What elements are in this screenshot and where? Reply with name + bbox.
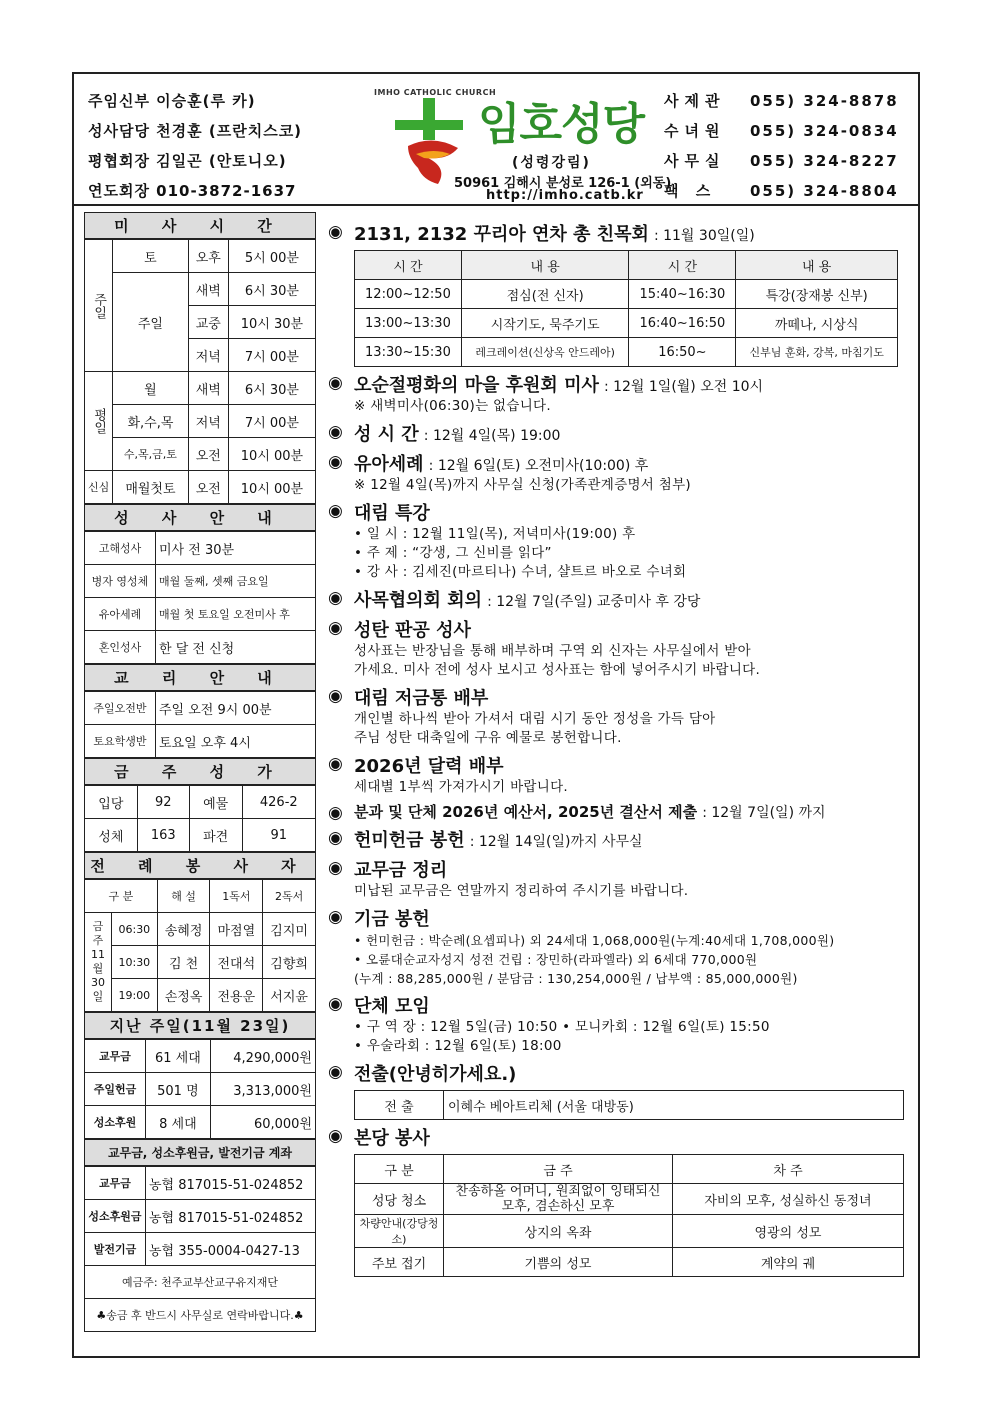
church-url[interactable]: http://imho.catb.kr bbox=[486, 188, 644, 203]
bullet-icon: ◉ bbox=[328, 994, 343, 1014]
church-address: 50961 김해시 분성로 126-1 (외동) bbox=[454, 176, 672, 191]
reunion-item: ◉ 2131, 2132 꾸리아 연차 총 친목회 : 11월 30일(일) 시 간 내 용 시 간 내 용 12:00~12:50 점심(전 신자) 15:40~16:30 특강(장재봉 신부) 13:00~13:30 시작기도, 묵주기도 16:40~16:50 까떼나, 시상식 13:30~15:30 레크레이션(신상옥 안드레아) 16:50~ 신부님 훈화, 강복, 마침기도 bbox=[328, 220, 910, 367]
transfer-table: 전 출 이혜수 베아트리체 (서울 대방동) bbox=[354, 1090, 904, 1120]
bullet-icon: ◉ bbox=[328, 618, 343, 638]
bullet-icon: ◉ bbox=[328, 1126, 343, 1146]
doctrine-table: 주일오전반 주일 오전 9시 00분 토요학생반 토요일 오후 4시 bbox=[84, 691, 316, 758]
bullet-icon: ◉ bbox=[328, 803, 343, 823]
bullet-icon: ◉ bbox=[328, 1062, 343, 1082]
group-meeting-item: ◉ 단체 모임 • 구 역 장 : 12월 5일(금) 10:50 • 모니카회 : 12월 6일(토) 15:50 • 우술라회 : 12월 6일(토) 18:00 bbox=[328, 994, 770, 1054]
mass-times-table: 주일 토 오후 5시 00분 주일 새벽 6시 30분 교중 10시 30분 저녁 7시 00분 평일 월 새벽 6시 30분 화,수,목 저녁 7시 00분 수,목,금,토 오전 10시 00분 신심 매월첫토 오전 10시 00분 bbox=[84, 239, 316, 504]
peace-village-item: ◉ 오순절평화의 마을 후원회 미사 : 12월 1일(월) 오전 10시 ※ 새벽미사(06:30)는 없습니다. bbox=[328, 373, 764, 414]
budget-item: ◉ 분과 및 단체 2026년 예산서, 2025년 결산서 제출 : 12월 7일(일) 까지 bbox=[328, 803, 826, 823]
infant-baptism-item: ◉ 유아세례 : 12월 6일(토) 오전미사(10:00) 후 ※ 12월 4일(목)까지 사무실 신청(가족관계증명서 첨부) bbox=[328, 452, 691, 493]
holy-hour-item: ◉ 성 시 간 : 12월 4일(목) 19:00 bbox=[328, 422, 561, 445]
clergy-line: 성사담당 천경훈 (프란치스코) bbox=[88, 122, 303, 140]
announcements bbox=[328, 220, 910, 1281]
sacrament-title: 성 사 안 내 bbox=[84, 504, 316, 531]
reunion-table: 시 간 내 용 시 간 내 용 12:00~12:50 점심(전 신자) 15:40~16:30 특강(장재봉 신부) 13:00~13:30 시작기도, 묵주기도 16:40~16:50 까떼나, 시상식 13:30~15:30 레크레이션(신상옥 안드레아) 16:50~ 신부님 훈화, 강복, 마침기도 bbox=[354, 250, 898, 367]
clergy-line: 주임신부 이승훈(루 카) bbox=[88, 92, 256, 110]
advent-lecture-item: ◉ 대림 특강 • 일 시 : 12월 11일(목), 저녁미사(19:00) 후 • 주 제 : “강생, 그 신비를 읽다” • 강 사 : 김세진(마르티나) 수녀, 샬트르 바오로 수녀회 bbox=[328, 501, 687, 580]
service-table: 구 분 해 설 1독서 2독서 금주 11월 30일 06:30 송혜정 마점열 김지미 10:30 김 천 전대석 김향희 19:00 손정옥 전용운 서지윤 bbox=[84, 879, 316, 1012]
bullet-icon: ◉ bbox=[328, 686, 343, 706]
bullet-icon: ◉ bbox=[328, 501, 343, 521]
doctrine-title: 교 리 안 내 bbox=[84, 664, 316, 691]
fund-item: ◉ 기금 봉헌 • 헌미헌금 : 박순례(요셉피나) 외 24세대 1,068,000원(누계:40세대 1,708,000원) • 오륜대순교자성지 성전 건립 : 장민하(라파엘라) 외 6세대 770,000원 (누계 : 88,285,000원 / 분담금 : 130,254,000원 / 납부액 : 85,000,000원) bbox=[328, 907, 835, 986]
bullet-icon: ◉ bbox=[328, 422, 343, 442]
service-title: 전 례 봉 사 자 bbox=[84, 852, 316, 879]
contact-row: 사제관 055) 324-8878 bbox=[664, 92, 899, 110]
bullet-icon: ◉ bbox=[328, 452, 343, 472]
account-title: 교무금, 성소후원금, 발전기금 계좌 bbox=[84, 1139, 316, 1166]
mass-times-title: 미 사 시 간 bbox=[84, 212, 316, 239]
last-week-table: 교무금 61 세대 4,290,000원 주일헌금 501 명 3,313,000원 성소후원 8 세대 60,000원 bbox=[84, 1039, 316, 1139]
clergy-line: 연도회장 010-3872-1637 bbox=[88, 182, 297, 200]
bullet-icon: ◉ bbox=[328, 373, 343, 393]
contact-row: 팩 스 055) 324-8804 bbox=[664, 182, 899, 200]
transfer-item: ◉ 전출(안녕히가세요.) 전 출 이혜수 베아트리체 (서울 대방동) bbox=[328, 1060, 910, 1120]
contact-row: 사무실 055) 324-8227 bbox=[664, 152, 899, 170]
clergy-list bbox=[88, 86, 358, 206]
hymn-table: 입당 92 예물 426-2 성체 163 파견 91 bbox=[84, 785, 316, 852]
rice-offering-item: ◉ 헌미헌금 봉헌 : 12월 14일(일)까지 사무실 bbox=[328, 828, 643, 851]
calendar-item: ◉ 2026년 달력 배부 세대별 1부씩 가져가시기 바랍니다. bbox=[328, 754, 569, 795]
pastoral-council-item: ◉ 사목협의회 회의 : 12월 7일(주일) 교중미사 후 강당 bbox=[328, 588, 701, 611]
clergy-line: 평협회장 김일곤 (안토니오) bbox=[88, 152, 287, 170]
parish-service-table: 구 분 금 주 차 주 성당 청소 찬송하올 어머니, 원죄없이 잉태되신 모후, 겸손하신 모후 자비의 모후, 성실하신 동정녀 차량안내(강당청소) 상지의 옥좌 영광의 성모 주보 접기 기쁨의 성모 계약의 궤 bbox=[354, 1154, 904, 1277]
sacrament-table: 고해성사 미사 전 30분 병자 영성체 매월 둘째, 셋째 금요일 유아세례 매월 첫 토요일 오전미사 후 혼인성사 한 달 전 신청 bbox=[84, 531, 316, 664]
contact-list bbox=[664, 86, 914, 206]
bullet-icon: ◉ bbox=[328, 858, 343, 878]
bullet-icon: ◉ bbox=[328, 222, 343, 242]
dues-item: ◉ 교무금 정리 미납된 교무금은 연말까지 정리하여 주시기를 바랍니다. bbox=[328, 858, 689, 899]
bullet-icon: ◉ bbox=[328, 907, 343, 927]
advent-bank-item: ◉ 대림 저금통 배부 개인별 하나씩 받아 가셔서 대림 시기 동안 정성을 가득 담아 주님 성탄 대축일에 구유 예물로 봉헌합니다. bbox=[328, 686, 716, 746]
contact-row: 수녀원 055) 324-0834 bbox=[664, 122, 899, 140]
church-logo bbox=[374, 82, 672, 203]
bullet-icon: ◉ bbox=[328, 754, 343, 774]
parish-service-item: ◉ 본당 봉사 구 분 금 주 차 주 성당 청소 찬송하올 어머니, 원죄없이 잉태되신 모후, 겸손하신 모후 자비의 모후, 성실하신 동정녀 차량안내(강당청소) 상지의 옥좌 영광의 성모 주보 접기 기쁨의 성모 계약의 궤 bbox=[328, 1124, 910, 1277]
last-week-title: 지난 주일(11월 23일) bbox=[84, 1012, 316, 1039]
bullet-icon: ◉ bbox=[328, 828, 343, 848]
bulletin-page bbox=[72, 72, 920, 1358]
account-table: 교무금 농협 817015-51-024852 성소후원금 농협 817015-51-024852 발전기금 농협 355-0004-0427-13 예금주: 천주교부산교구유지재단 ♣송금 후 반드시 사무실로 연락바랍니다.♣ bbox=[84, 1166, 316, 1332]
christmas-confession-item: ◉ 성탄 판공 성사 성사표는 반장님을 통해 배부하며 구역 외 신자는 사무실에서 받아 가세요. 미사 전에 성사 보시고 성사표는 함에 넣어주시기 바랍니다. bbox=[328, 618, 761, 678]
sidebar bbox=[84, 212, 316, 1332]
header bbox=[74, 74, 918, 206]
bullet-icon: ◉ bbox=[328, 588, 343, 608]
logo-arc-text: IMHO CATHOLIC CHURCH bbox=[374, 88, 497, 97]
church-subtitle: (성령강림) bbox=[512, 155, 591, 171]
church-title: 임호성당 bbox=[478, 99, 645, 150]
hymn-title: 금 주 성 가 bbox=[84, 758, 316, 785]
